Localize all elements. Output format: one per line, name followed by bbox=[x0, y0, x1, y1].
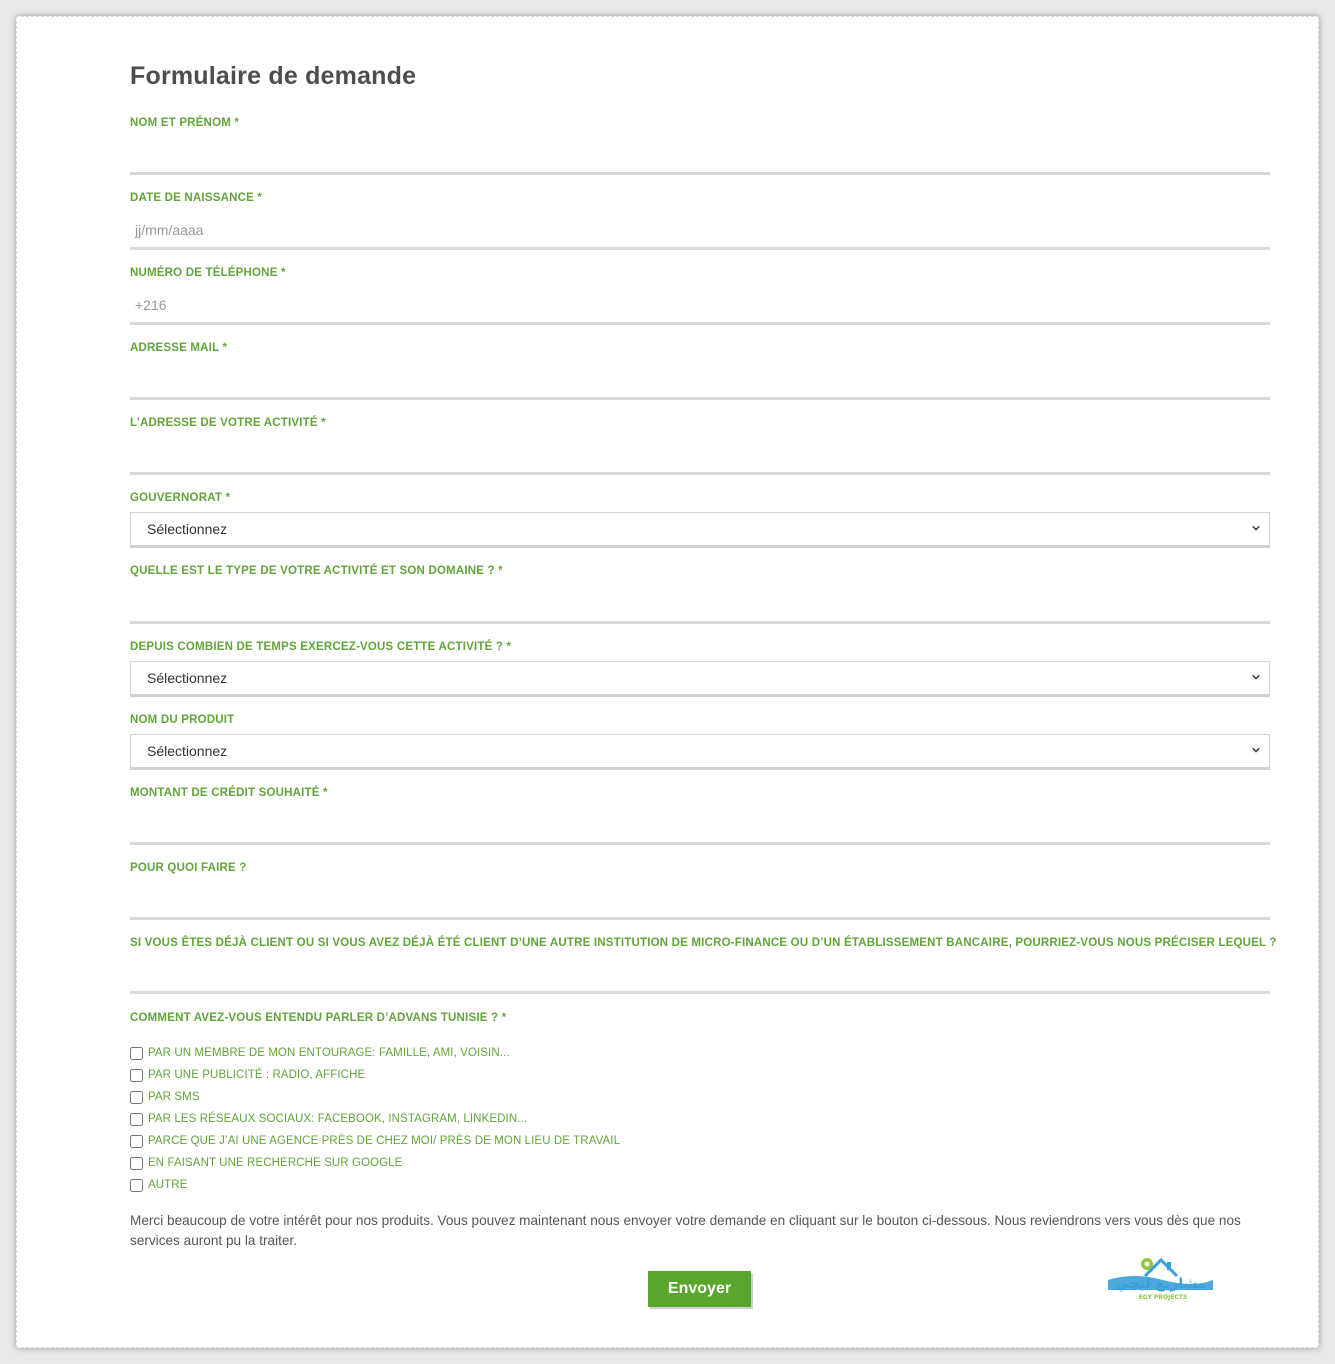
page-title: Formulaire de demande bbox=[130, 62, 417, 90]
label-gouvernorat: GOUVERNORAT * bbox=[130, 492, 231, 504]
label-produit: NOM DU PRODUIT bbox=[130, 714, 235, 726]
envoyer-button[interactable]: Envoyer bbox=[648, 1271, 751, 1307]
source-option-label: PAR SMS bbox=[148, 1091, 200, 1103]
pour-quoi-input[interactable] bbox=[130, 882, 1270, 920]
label-pour-quoi: POUR QUOI FAIRE ? bbox=[130, 862, 247, 874]
source-checkbox[interactable] bbox=[130, 1091, 143, 1104]
duree-select[interactable] bbox=[130, 661, 1270, 697]
source-checkbox[interactable] bbox=[130, 1157, 143, 1170]
label-telephone: NUMÉRO DE TÉLÉPHONE * bbox=[130, 267, 286, 279]
gouvernorat-select[interactable] bbox=[130, 512, 1270, 548]
source-option-label: AUTRE bbox=[148, 1179, 188, 1191]
label-montant: MONTANT DE CRÉDIT SOUHAITÉ * bbox=[130, 787, 328, 799]
label-naissance: DATE DE NAISSANCE * bbox=[130, 192, 263, 204]
mashrou3-logo-icon bbox=[1103, 1250, 1218, 1302]
adresse-activite-input[interactable] bbox=[130, 437, 1270, 475]
source-option-label: PAR UNE PUBLICITÉ : RADIO, AFFICHE bbox=[148, 1069, 366, 1081]
source-checkbox[interactable] bbox=[130, 1113, 143, 1126]
source-option[interactable] bbox=[130, 1175, 187, 1195]
produit-select[interactable] bbox=[130, 734, 1270, 770]
nom-input[interactable] bbox=[130, 137, 1270, 175]
source-option-label: PAR LES RÉSEAUX SOCIAUX: FACEBOOK, INSTAGRAM, LINKEDIN... bbox=[148, 1113, 528, 1125]
institution-input[interactable] bbox=[130, 956, 1270, 994]
montant-input[interactable] bbox=[130, 807, 1270, 845]
gouvernorat-selected-value: Sélectionnez bbox=[147, 521, 228, 537]
label-type-activite: QUELLE EST LE TYPE DE VOTRE ACTIVITÉ ET SON DOMAINE ? * bbox=[130, 565, 503, 577]
label-source: COMMENT AVEZ-VOUS ENTENDU PARLER D’ADVANS TUNISIE ? * bbox=[130, 1012, 507, 1024]
label-adresse: L’ADRESSE DE VOTRE ACTIVITÉ * bbox=[130, 417, 326, 429]
source-option[interactable] bbox=[130, 1087, 200, 1107]
svg-text:EGY PROJECTS: EGY PROJECTS bbox=[1138, 1294, 1188, 1301]
chevron-down-icon bbox=[1252, 746, 1260, 754]
svg-text:مشاريع ليجي: مشاريع ليجي bbox=[1115, 1276, 1207, 1292]
duree-selected-value: Sélectionnez bbox=[147, 670, 228, 686]
source-checkbox[interactable] bbox=[130, 1179, 143, 1192]
source-option[interactable] bbox=[130, 1109, 527, 1129]
date-naissance-input[interactable] bbox=[130, 212, 1270, 250]
source-option-label: PAR UN MEMBRE DE MON ENTOURAGE: FAMILLE, AMI, VOISIN... bbox=[148, 1047, 510, 1059]
label-institution: SI VOUS ÊTES DÉJÀ CLIENT OU SI VOUS AVEZ DÉJÀ ÉTÉ CLIENT D’UNE AUTRE INSTITUTION DE MICRO-FINANCE OU D’UN ÉTABLISSEMENT BANCAIRE, POURRIEZ-VOUS NOUS PRÉCISER LEQUEL ? bbox=[130, 937, 1277, 949]
chevron-down-icon bbox=[1252, 673, 1260, 681]
source-option[interactable] bbox=[130, 1043, 510, 1063]
info-note: Merci beaucoup de votre intérêt pour nos produits. Vous pouvez maintenant nous envoyer votre demande en cliquant sur le bouton ci-dessous. Nous reviendrons vers vous dès que nos services auront pu la traiter. bbox=[130, 1213, 1241, 1248]
email-input[interactable] bbox=[130, 362, 1270, 400]
telephone-input[interactable] bbox=[130, 287, 1270, 325]
source-checkbox[interactable] bbox=[130, 1047, 143, 1060]
source-option-label: PARCE QUE J’AI UNE AGENCE PRÈS DE CHEZ MOI/ PRÈS DE MON LIEU DE TRAVAIL bbox=[148, 1135, 621, 1147]
source-option-label: EN FAISANT UNE RECHERCHE SUR GOOGLE bbox=[148, 1157, 403, 1169]
source-option[interactable] bbox=[130, 1153, 402, 1173]
label-mail: ADRESSE MAIL * bbox=[130, 342, 228, 354]
source-option[interactable] bbox=[130, 1131, 620, 1151]
label-duree: DEPUIS COMBIEN DE TEMPS EXERCEZ-VOUS CETTE ACTIVITÉ ? * bbox=[130, 641, 512, 653]
label-nom: NOM ET PRÉNOM * bbox=[130, 117, 240, 129]
source-option[interactable] bbox=[130, 1065, 365, 1085]
source-checkbox[interactable] bbox=[130, 1069, 143, 1082]
form-sheet bbox=[16, 16, 1319, 1348]
produit-selected-value: Sélectionnez bbox=[147, 743, 228, 759]
type-activite-input[interactable] bbox=[130, 586, 1270, 624]
chevron-down-icon bbox=[1252, 524, 1260, 532]
source-checkbox[interactable] bbox=[130, 1135, 143, 1148]
